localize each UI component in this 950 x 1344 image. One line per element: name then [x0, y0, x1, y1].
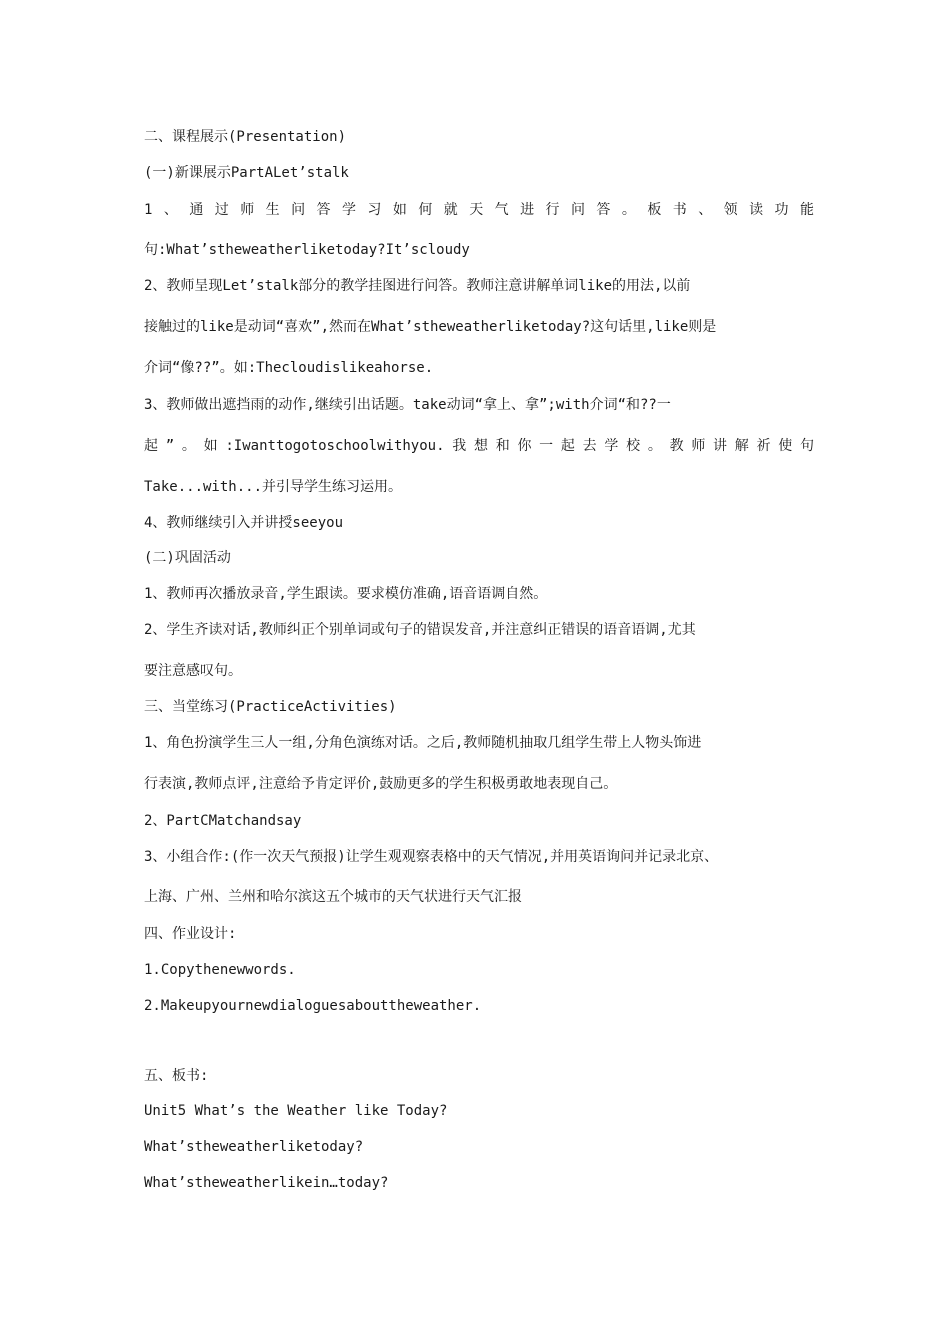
subsection-heading-consolidation: (二)巩固活动	[144, 550, 231, 566]
paragraph-line: 起”。如:Iwanttogotoschoolwithyou.我想和你一起去学校。教师讲解祈使句	[144, 438, 814, 454]
subsection-heading-new-lesson: (一)新课展示PartALet’stalk	[144, 165, 349, 181]
paragraph-line: 行表演,教师点评,注意给予肯定评价,鼓励更多的学生积极勇敢地表现自己。	[144, 776, 618, 792]
paragraph-line: 介词“像??”。如:Thecloudislikeahorse.	[144, 360, 434, 376]
paragraph-line: 2、PartCMatchandsay	[144, 813, 302, 829]
paragraph-line: 1、教师再次播放录音,学生跟读。要求模仿准确,语音语调自然。	[144, 586, 548, 602]
homework-item: 1.Copythenewwords.	[144, 962, 296, 978]
section-heading-practice: 三、当堂练习(PracticeActivities)	[144, 699, 397, 715]
paragraph-line: 4、教师继续引入并讲授seeyou	[144, 515, 344, 531]
paragraph-line: 2、学生齐读对话,教师纠正个别单词或句子的错误发音,并注意纠正错误的语音语调,尤其	[144, 622, 696, 638]
section-heading-presentation: 二、课程展示(Presentation)	[144, 129, 347, 145]
paragraph-line: 要注意感叹句。	[144, 663, 242, 679]
paragraph-line: 接触过的like是动词“喜欢”,然而在What’stheweatherliketoday?这句话里,like则是	[144, 319, 717, 335]
paragraph-line: 2、教师呈现Let’stalk部分的教学挂图进行问答。教师注意讲解单词like的用法,以前	[144, 278, 691, 294]
blackboard-line: What’stheweatherlikein…today?	[144, 1175, 389, 1191]
section-heading-homework: 四、作业设计:	[144, 926, 237, 942]
section-heading-blackboard: 五、板书:	[144, 1068, 209, 1084]
paragraph-line: 3、小组合作:(作一次天气预报)让学生观观察表格中的天气情况,并用英语询问并记录北京、	[144, 849, 719, 865]
paragraph-line: 上海、广州、兰州和哈尔滨这五个城市的天气状进行天气汇报	[144, 889, 522, 905]
paragraph-line: Take...with...并引导学生练习运用。	[144, 479, 403, 495]
paragraph-line: 3、教师做出遮挡雨的动作,继续引出话题。take动词“拿上、拿”;with介词“和??一	[144, 397, 671, 413]
paragraph-line: 句:What’stheweatherliketoday?It’scloudy	[144, 242, 470, 258]
blackboard-line: What’stheweatherliketoday?	[144, 1139, 364, 1155]
paragraph-line: 1、通过师生问答学习如何就天气进行问答。板书、领读功能	[144, 202, 814, 218]
blackboard-title: Unit5 What’s the Weather like Today?	[144, 1103, 448, 1119]
homework-item: 2.Makeupyournewdialoguesabouttheweather.	[144, 998, 482, 1014]
paragraph-line: 1、角色扮演学生三人一组,分角色演练对话。之后,教师随机抽取几组学生带上人物头饰进	[144, 735, 702, 751]
